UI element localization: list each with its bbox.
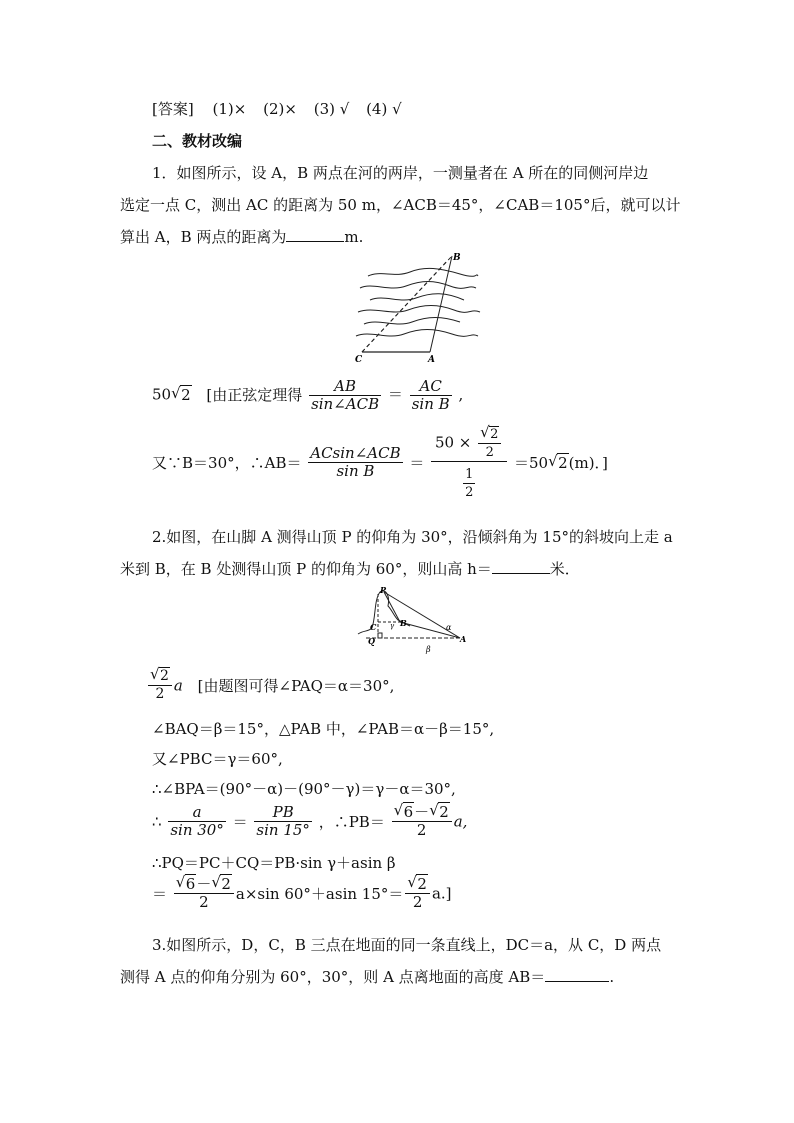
label-A: A [460, 634, 467, 644]
fraction: $\frac{a}{\sin 30^\circ}$ [170, 803, 224, 839]
fraction: $\frac{PB}{\sin 15^\circ}$ [256, 803, 310, 839]
problem1-unit: m. [344, 228, 364, 246]
fraction: √ $\frac{2}{2}$ [148, 668, 172, 703]
equals-sign: ＝ [387, 385, 403, 404]
sqrt-expr: √ 2 [171, 386, 192, 404]
segment-AB [430, 256, 452, 352]
problem1-line3-text: 算出 A，B 两点的距离为 [120, 228, 287, 246]
river-wave [356, 330, 478, 337]
fraction: √ $\frac{2}{2}$ [405, 876, 430, 911]
answer-label: [答案] [152, 100, 194, 118]
label-A: A [428, 355, 435, 365]
answer-item: (4) √ [366, 100, 402, 118]
problem3-punct: . [609, 968, 615, 986]
label-P: P [380, 586, 387, 595]
mountain-figure [356, 586, 472, 656]
right-angle-mark [378, 633, 382, 638]
result-text: ＝50 [513, 454, 549, 472]
river-wave [358, 306, 480, 313]
compound-fraction: 50 × √ $\frac{2}{2}$ $\frac{1}{2}$ [431, 424, 507, 501]
label-Q: Q [368, 636, 375, 646]
problem1-line2: 选定一点 C，测出 AC 的距离为 50 m，∠ACB＝45°，∠CAB＝105°后，就可以计 [120, 196, 681, 214]
problem3-line2 [120, 966, 614, 987]
problem2-line1: 2.如图，在山脚 A 测得山顶 P 的仰角为 30°，沿倾斜角为 15°的斜坡向上走 a [152, 528, 673, 546]
fraction: $\frac{AC}{\text{sin B}}$ [411, 377, 450, 413]
equals-sign: ＝ [152, 885, 168, 903]
problem2-line2-text: 米到 B，在 B 处测得山顶 P 的仰角为 60°，则山高 h＝ [120, 560, 492, 578]
answer-item: (1)× [212, 100, 247, 118]
river-figure [350, 248, 485, 366]
sqrt-expr: √ 2 [548, 454, 569, 472]
section-title: 二、教材改编 [152, 132, 243, 150]
solution2-line3: 又∠PBC＝γ＝60°, [152, 750, 283, 768]
text-mid: ，∴PB＝ [318, 813, 385, 831]
answer-line [152, 98, 402, 119]
problem1-line1: 1．如图所示，设 A，B 两点在河的两岸，一测量者在 A 所在的同侧河岸边 [152, 164, 649, 182]
result-unit: (m)．] [568, 454, 608, 472]
label-B: B [400, 618, 407, 628]
river-wave [360, 282, 476, 289]
answer-blank [545, 968, 609, 982]
problem3-line2-text: 测得 A 点的仰角分别为 60°，30°，则 A 点离地面的高度 AB＝ [120, 968, 546, 986]
solution2-line5 [152, 804, 467, 839]
solution1-line2 [152, 424, 608, 501]
solution2-line1 [146, 668, 394, 703]
solution2-l1: [由题图可得∠PAQ＝α＝30°, [197, 677, 395, 695]
fraction: $\frac{\text{ACsin∠ACB}}{\text{sin B}}$ [310, 444, 401, 480]
river-wave [370, 294, 464, 300]
solution2-line2: ∠BAQ＝β＝15°，△PAB 中，∠PAB＝α－β＝15°, [152, 720, 495, 738]
punct: , [458, 385, 464, 404]
text-post: a.] [431, 884, 452, 903]
solution2-line7 [152, 876, 452, 911]
river-wave [368, 268, 478, 276]
text-mid: a×sin 60°＋asin 15°＝ [235, 885, 404, 903]
text-post: a, [453, 812, 468, 831]
label-gamma: γ [390, 622, 395, 630]
problem2-line2 [120, 558, 580, 579]
fraction: $\frac{AB}{\text{sin∠ACB}}$ [311, 377, 380, 413]
variable-a: a [173, 676, 183, 695]
solution1-intro: [由正弦定理得 [206, 385, 303, 404]
solution1-line1 [152, 378, 463, 413]
problem3-line1: 3.如图所示，D，C，B 三点在地面的同一条直线上，DC＝a，从 C，D 两点 [152, 936, 662, 954]
label-C: C [370, 622, 377, 632]
answer-item: (2)× [263, 100, 297, 118]
river-wave [364, 318, 460, 325]
problem1-line3 [120, 226, 363, 247]
answer-blank [492, 560, 550, 574]
solution2-line4: ∴∠BPA＝(90°－α)－(90°－γ)＝γ－α＝30°, [152, 780, 456, 798]
label-beta: β [426, 645, 431, 654]
answer-coef: 50 [152, 385, 172, 404]
fraction: √ $\frac{6-√ 2}{2}$ [174, 876, 234, 911]
problem2-unit: 米． [549, 560, 580, 578]
solution1-line2-text: 又∵B＝30°，∴AB＝ [152, 454, 302, 472]
label-alpha: α [446, 623, 452, 632]
answer-blank [286, 228, 344, 242]
solution2-line6: ∴PQ＝PC＋CQ＝PB·sin γ＋asin β [152, 854, 396, 872]
answer-item: (3) √ [313, 100, 350, 118]
label-B: B [453, 253, 461, 263]
therefore: ∴ [152, 812, 162, 831]
fraction: √ $\frac{6-√ 2}{2}$ [392, 804, 452, 839]
label-C: C [355, 355, 363, 365]
equals-sign: ＝ [232, 813, 248, 831]
equals-sign: ＝ [409, 454, 425, 472]
